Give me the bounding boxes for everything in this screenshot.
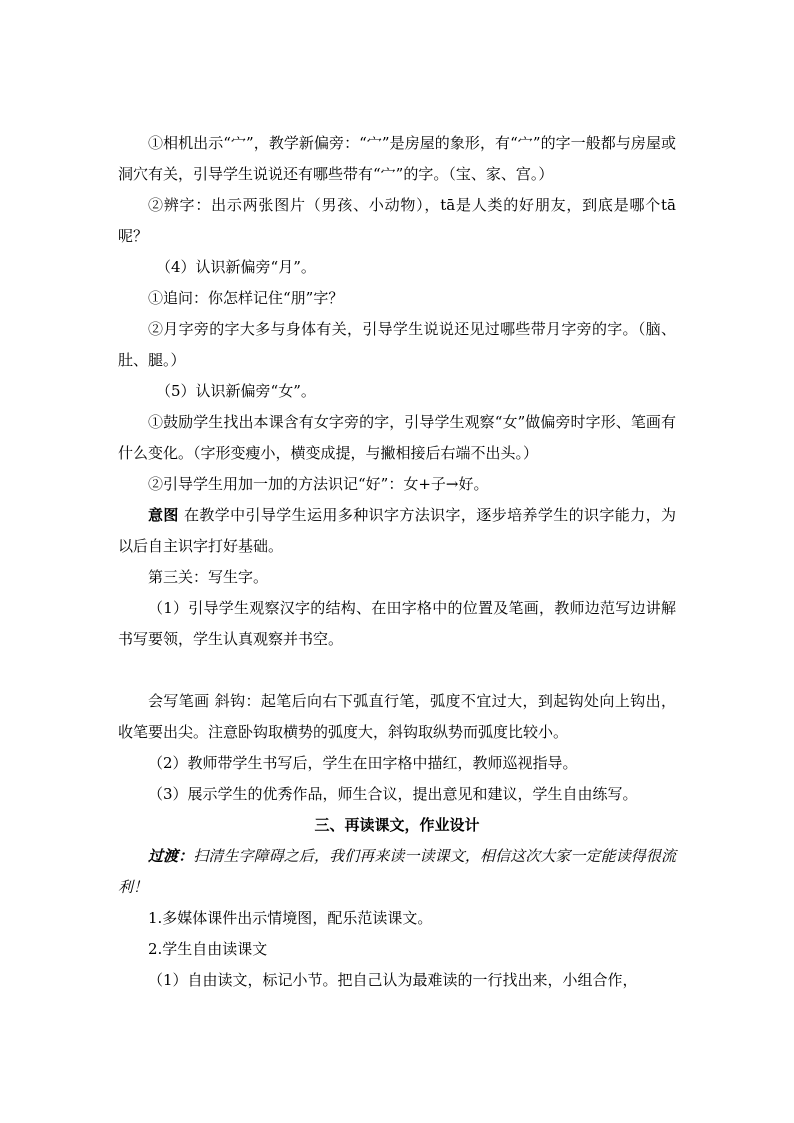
paragraph-nv-observe: ①鼓励学生找出本课含有女字旁的字，引导学生观察“女”做偏旁时字形、笔画有什么变化。（字形变瘦小，横变成提，与撇相接后右端不出头。） xyxy=(118,413,676,462)
blank-gap xyxy=(118,655,676,686)
paragraph-radical-yue-heading: （4）认识新偏旁“月”。 xyxy=(156,258,316,276)
paragraph-write-heading: 第三关：写生字。 xyxy=(148,568,269,586)
paragraph-radical-nv-heading: （5）认识新偏旁“女”。 xyxy=(156,382,316,400)
paragraph-free-read-detail: （1）自由读文，标记小节。把自己认为最难读的一行找出来，小组合作， xyxy=(148,971,638,989)
paragraph-observe-structure: （1）引导学生观察汉字的结构、在田字格中的位置及笔画，教师边范写边讲解书写要领，学生认真观察并书空。 xyxy=(118,599,676,648)
document-page xyxy=(118,128,676,996)
paragraph-stroke: 会写笔画 斜钩：起笔后向右下弧直行笔，弧度不宜过大，到起钩处向上钩出，收笔要出尖。注意卧钩取横势的弧度大，斜钩取纵势而弧度比较小。 xyxy=(118,692,676,741)
transition-text: 扫清生字障碍之后，我们再来读一读课文，相信这次大家一定能读得很流利！ xyxy=(118,847,676,896)
paragraph-ask-peng: ①追问：你怎样记住“朋”字？ xyxy=(148,289,344,307)
paragraph-transition: 过渡：扫清生字障碍之后，我们再来读一读课文，相信这次大家一定能读得很流利！ xyxy=(118,847,676,896)
section-heading-3: 三、再读课文，作业设计 xyxy=(314,816,480,834)
paragraph-showcase: （3）展示学生的优秀作品，师生合议，提出意见和建议，学生自由练写。 xyxy=(148,785,638,803)
paragraph-distinguish-ta: ②辨字：出示两张图片（男孩、小动物），tā是人类的好朋友，到底是哪个tā呢？ xyxy=(118,196,676,245)
paragraph-intent xyxy=(118,500,676,562)
paragraph-free-read: 2.学生自由读课文 xyxy=(148,940,268,958)
intent-label: 意图 xyxy=(148,506,179,524)
paragraph-yue-body: ②月字旁的字大多与身体有关，引导学生说说还见过哪些带月字旁的字。（脑、肚、腿。） xyxy=(118,320,676,369)
paragraph-multimedia: 1.多媒体课件出示情境图，配乐范读课文。 xyxy=(148,909,433,927)
intent-text: 在教学中引导学生运用多种识字方法识字，逐步培养学生的识字能力，为以后自主识字打好基础。 xyxy=(118,506,676,555)
paragraph-hao: ②引导学生用加一加的方法识记“好”：女+子→好。 xyxy=(148,475,489,493)
paragraph-radical-mian: ①相机出示“宀”，教学新偏旁：“宀”是房屋的象形，有“宀”的字一般都与房屋或洞穴有关，引导学生说说还有哪些带有“宀”的字。（宝、家、宫。） xyxy=(118,134,676,183)
transition-label: 过渡 xyxy=(148,847,179,865)
paragraph-trace: （2）教师带学生书写后，学生在田字格中描红，教师巡视指导。 xyxy=(148,754,578,772)
